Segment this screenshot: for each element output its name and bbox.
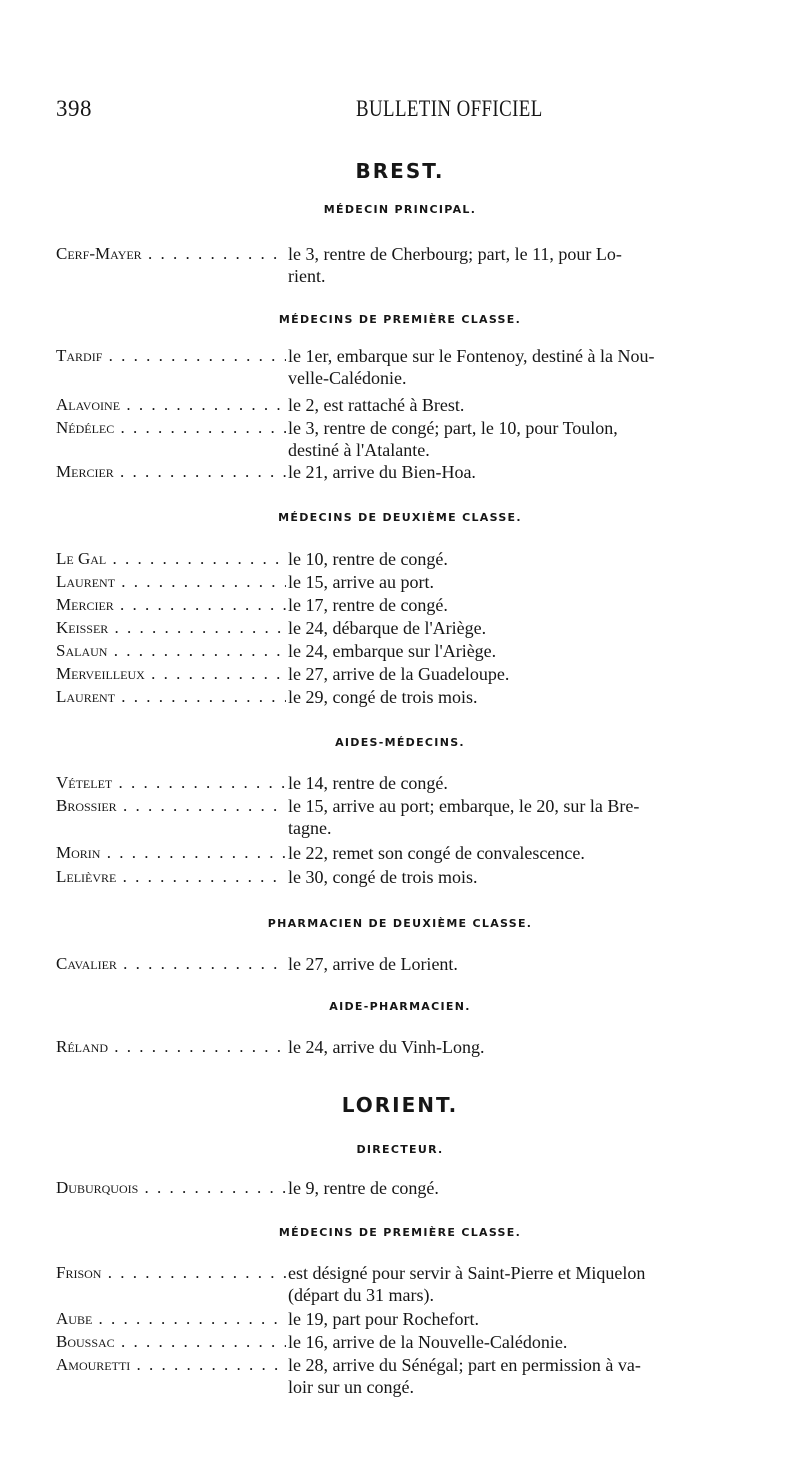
entry-name: Boussac . . . <box>56 1331 286 1353</box>
detail-line: le 14, rentre de congé. <box>288 773 448 793</box>
entry-detail <box>288 686 764 708</box>
rank-heading: AIDE-PHARMACIEN. <box>329 1000 471 1013</box>
detail-line: le 27, arrive de la Guadeloupe. <box>288 664 510 684</box>
entry-name: Brossier . . . <box>56 795 286 817</box>
entry-detail <box>288 548 764 570</box>
detail-line: le 22, remet son congé de convalescence. <box>288 843 585 863</box>
entry-name: Lelièvre . . . <box>56 866 286 888</box>
rank-heading: MÉDECINS DE PREMIÈRE CLASSE. <box>278 313 522 326</box>
rank-heading: MÉDECINS DE PREMIÈRE CLASSE. <box>278 1226 522 1239</box>
entry-detail <box>288 842 764 864</box>
detail-line: le 2, est rattaché à Brest. <box>288 395 465 415</box>
entry-name: Salaun . . . <box>56 640 286 662</box>
entry-detail <box>288 1308 764 1330</box>
detail-line: le 29, congé de trois mois. <box>288 687 478 707</box>
entry-name: Laurent . . . <box>56 686 286 708</box>
detail-line: le 15, arrive au port. <box>288 572 434 592</box>
detail-line: est désigné pour servir à Saint-Pierre et Miquelon <box>288 1263 646 1283</box>
rank-heading: MÉDECIN PRINCIPAL. <box>323 203 477 216</box>
entry-detail <box>288 1262 764 1306</box>
detail-line: le 21, arrive du Bien-Hoa. <box>288 462 476 482</box>
entry-name: Vételet . . . <box>56 772 286 794</box>
detail-line: le 24, embarque sur l'Ariège. <box>288 641 497 661</box>
detail-line: le 1er, embarque sur le Fontenoy, destiné à la Nou- <box>288 346 655 366</box>
detail-line: le 28, arrive du Sénégal; part en permission à va- <box>288 1355 641 1375</box>
detail-line: le 27, arrive de Lorient. <box>288 954 458 974</box>
detail-line: le 16, arrive de la Nouvelle-Calédonie. <box>288 1332 568 1352</box>
running-head <box>56 96 696 126</box>
entry-detail <box>288 640 764 662</box>
page-number: 398 <box>56 96 92 121</box>
detail-line: rient. <box>288 266 326 286</box>
entry-name: Merveilleux . . . <box>56 663 286 685</box>
detail-line: le 17, rentre de congé. <box>288 595 448 615</box>
entry-detail <box>288 772 764 794</box>
entry-detail <box>288 345 764 389</box>
entry-detail <box>288 243 764 287</box>
entry-detail <box>288 663 764 685</box>
entry-detail <box>288 571 764 593</box>
entry-name: Aube . . . <box>56 1308 286 1330</box>
rank-heading: PHARMACIEN DE DEUXIÈME CLASSE. <box>267 917 533 930</box>
entry-name: Keisser . . . <box>56 617 286 639</box>
entry-detail <box>288 461 764 483</box>
entry-detail <box>288 1354 764 1398</box>
entry-detail <box>288 594 764 616</box>
detail-line: loir sur un congé. <box>288 1377 414 1397</box>
entry-detail <box>288 1331 764 1353</box>
detail-line: le 15, arrive au port; embarque, le 20, sur la Bre- <box>288 796 640 816</box>
entry-detail <box>288 953 764 975</box>
entry-detail <box>288 1177 764 1199</box>
detail-line: le 3, rentre de congé; part, le 10, pour Toulon, <box>288 418 618 438</box>
entry-detail <box>288 795 764 839</box>
detail-line: le 9, rentre de congé. <box>288 1178 439 1198</box>
entry-name: Mercier . . . <box>56 594 286 616</box>
detail-line: tagne. <box>288 818 332 838</box>
entry-detail <box>288 617 764 639</box>
detail-line: le 30, congé de trois mois. <box>288 867 478 887</box>
entry-name: Laurent . . . <box>56 571 286 593</box>
entry-name: Alavoine . . . <box>56 394 286 416</box>
entry-name: Mercier . . . <box>56 461 286 483</box>
detail-line: le 24, débarque de l'Ariège. <box>288 618 487 638</box>
entry-name: Cavalier . . . <box>56 953 286 975</box>
entry-name: Cerf-Mayer . . . <box>56 243 286 265</box>
city-heading-lorient: LORIENT. <box>341 1093 459 1117</box>
entry-name: Le Gal . . . <box>56 548 286 570</box>
entry-name: Tardif . . . <box>56 345 286 367</box>
entry-detail <box>288 394 764 416</box>
entry-name: Amouretti . . . <box>56 1354 286 1376</box>
detail-line: le 24, arrive du Vinh-Long. <box>288 1037 485 1057</box>
entry-detail <box>288 1036 764 1058</box>
detail-line: velle-Calédonie. <box>288 368 407 388</box>
rank-heading: MÉDECINS DE DEUXIÈME CLASSE. <box>278 511 522 524</box>
city-heading-brest: BREST. <box>355 159 445 183</box>
detail-line: le 19, part pour Rochefort. <box>288 1309 479 1329</box>
rank-heading: DIRECTEUR. <box>356 1143 444 1156</box>
entry-name: Réland . . . <box>56 1036 286 1058</box>
entry-name: Nédélec . . . <box>56 417 286 439</box>
journal-title: BULLETIN OFFICIEL <box>356 96 543 121</box>
rank-heading: AIDES-MÉDECINS. <box>335 736 465 749</box>
detail-line: (départ du 31 mars). <box>288 1285 434 1305</box>
detail-line: le 10, rentre de congé. <box>288 549 448 569</box>
entry-detail <box>288 417 764 461</box>
detail-line: destiné à l'Atalante. <box>288 440 430 460</box>
entry-name: Frison . . . <box>56 1262 286 1284</box>
entry-detail <box>288 866 764 888</box>
detail-line: le 3, rentre de Cherbourg; part, le 11, pour Lo- <box>288 244 622 264</box>
entry-name: Morin . . . <box>56 842 286 864</box>
entry-name: Duburquois . . . <box>56 1177 286 1199</box>
